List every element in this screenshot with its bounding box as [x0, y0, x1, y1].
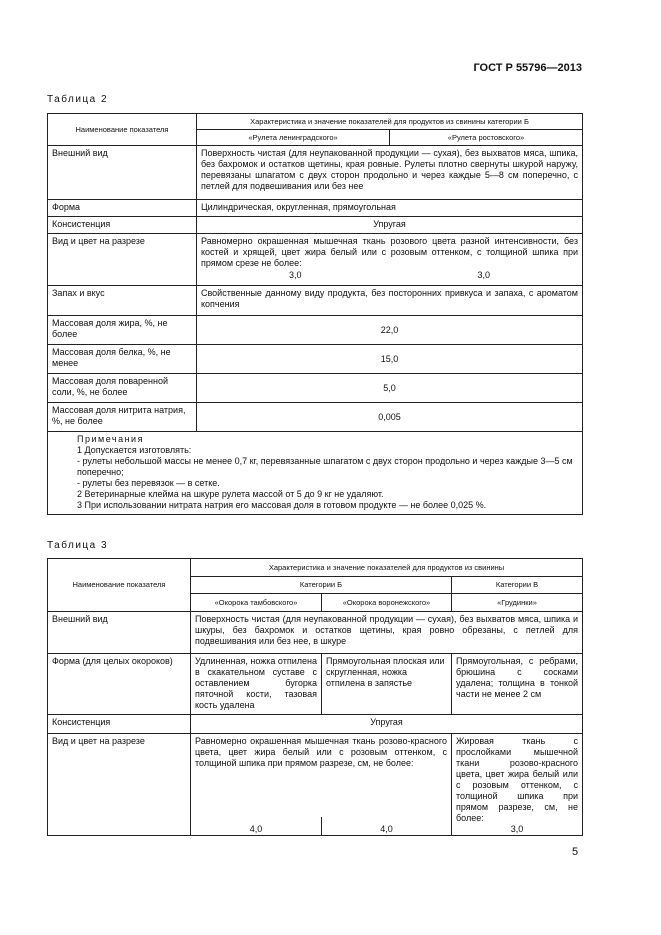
thickness-value-3: 3,0 [510, 824, 524, 834]
note-line: - рулеты небольшой массы не менее 0,7 кг, перевязанные шпагатом с двух сторон продольно и через каждые 3—5 см поперечно; [77, 456, 573, 477]
table3-category-b: Категории Б [191, 577, 452, 594]
table2-product-1: «Рулета ленинградского» [197, 130, 390, 146]
table3-product-2: «Окорока воронежского» [322, 594, 452, 612]
shape-cell-2: Прямоугольная плоская или скругленная, ножка отпилена в запястье [322, 654, 452, 715]
table2-caption: Таблица 2 [47, 94, 109, 105]
row-text: Поверхность чистая (для неупакованной продукции — сухая), без выхватов мяса, шпика и шкуры, без бахромок и остатков щетины, края ровно обрезаны, с петлей для подвешивания или без нее, в шкуре [191, 612, 583, 654]
cut-text-b: Равномерно окрашенная мышечная ткань розово-красного цвета, цвет жира белый или с розовым оттенком, с толщиной шпика при прямом разрезе, см, не более: [191, 734, 452, 818]
note-line: - рулеты без перевязок — в сетке. [77, 478, 220, 488]
thickness-value-2: 4,0 [322, 817, 452, 835]
note-line: 1 Допускается изготовлять: [77, 445, 192, 455]
row-label: Массовая доля поваренной соли, %, не более [48, 374, 197, 403]
row-label: Консистенция [48, 217, 197, 234]
row-value: 22,0 [197, 316, 583, 345]
table3-caption: Таблица 3 [47, 540, 109, 551]
table3-category-v: Категории В [452, 577, 583, 594]
table2-notes [48, 432, 583, 515]
row-text: Цилиндрическая, округленная, прямоугольная [197, 200, 583, 217]
row-value: 5,0 [197, 374, 583, 403]
row-label: Запах и вкус [48, 286, 197, 316]
table3-col-name: Наименование показателя [48, 559, 191, 612]
table2-col-group: Характеристика и значение показателей для продуктов из свинины категории Б [197, 114, 583, 130]
table3-col-group: Характеристика и значение показателей для продуктов из свинины [191, 559, 583, 577]
row-label: Массовая доля жира, %, не более [48, 316, 197, 345]
row-label: Форма (для целых окороков) [48, 654, 191, 715]
note-line: 2 Ветеринарные клейма на шкуре рулета массой от 5 до 9 кг не удаляют. [77, 489, 384, 499]
shape-cell-3: Прямоугольная, с ребрами, брюшина с сосками удалена; толщина в тонкой части не менее 2 см [452, 654, 583, 715]
table3-product-3: «Грудинки» [452, 594, 583, 612]
row-value: 0,005 [197, 403, 583, 432]
row-label: Массовая доля нитрита натрия, %, не более [48, 403, 197, 432]
row-label: Вид и цвет на разрезе [48, 234, 197, 286]
shape-cell-1: Удлиненная, ножка отпилена в скакательном суставе с оставлением бугорка пяточной кости, тазовая кость удалена [191, 654, 322, 715]
table3-product-1: «Окорока тамбовского» [191, 594, 322, 612]
row-label: Вид и цвет на разрезе [48, 734, 191, 836]
row-label: Внешний вид [48, 612, 191, 654]
row-text: Упругая [197, 217, 583, 234]
page-number: 5 [572, 846, 579, 858]
notes-title: Примечания [77, 434, 144, 444]
table2 [47, 113, 583, 515]
table2-col-name: Наименование показателя [48, 114, 197, 146]
row-label: Внешний вид [48, 146, 197, 200]
row-text: Поверхность чистая (для неупакованной продукции — сухая), без выхватов мяса, шпика, без бахромок и остатков щетины, края ровные. Рулеты плотно свернуты шкурой наружу, перевязаны шпагатом с двух сторон продольно и через каждые 5—8 см поперечно, с петлей для подвешивания или без нее [197, 146, 583, 200]
document-code: ГОСТ Р 55796—2013 [473, 62, 582, 74]
thickness-value-2: 3,0 [477, 270, 490, 280]
row-label: Массовая доля белка, %, не менее [48, 345, 197, 374]
table3 [47, 558, 583, 836]
thickness-value-1: 4,0 [191, 817, 322, 835]
note-line: 3 При использовании нитрата натрия его массовая доля в готовом продукте — не более 0,025 %. [77, 500, 487, 510]
row-text: Свойственные данному виду продукта, без посторонних привкуса и запаха, с ароматом копчения [197, 286, 583, 316]
row-text: Упругая [191, 715, 583, 734]
table2-product-2: «Рулета ростовского» [390, 130, 583, 146]
row-text-body: Равномерно окрашенная мышечная ткань розового цвета разной интенсивности, без костей и хрящей, цвет жира белый или с розовым оттенком, с толщиной шпика при прямом срезе не более: [201, 236, 578, 268]
cut-text-v: Жировая ткань с прослойками мышечной ткани розово-красного цвета, цвет жира белый или с розовым оттенком, с толщиной шпика при прямом разрезе, см, не более: [456, 736, 579, 823]
cut-cell-v [452, 734, 583, 836]
row-label: Консистенция [48, 715, 191, 734]
row-label: Форма [48, 200, 197, 217]
row-value: 15,0 [197, 345, 583, 374]
row-text [197, 234, 583, 286]
thickness-value-1: 3,0 [288, 270, 302, 280]
